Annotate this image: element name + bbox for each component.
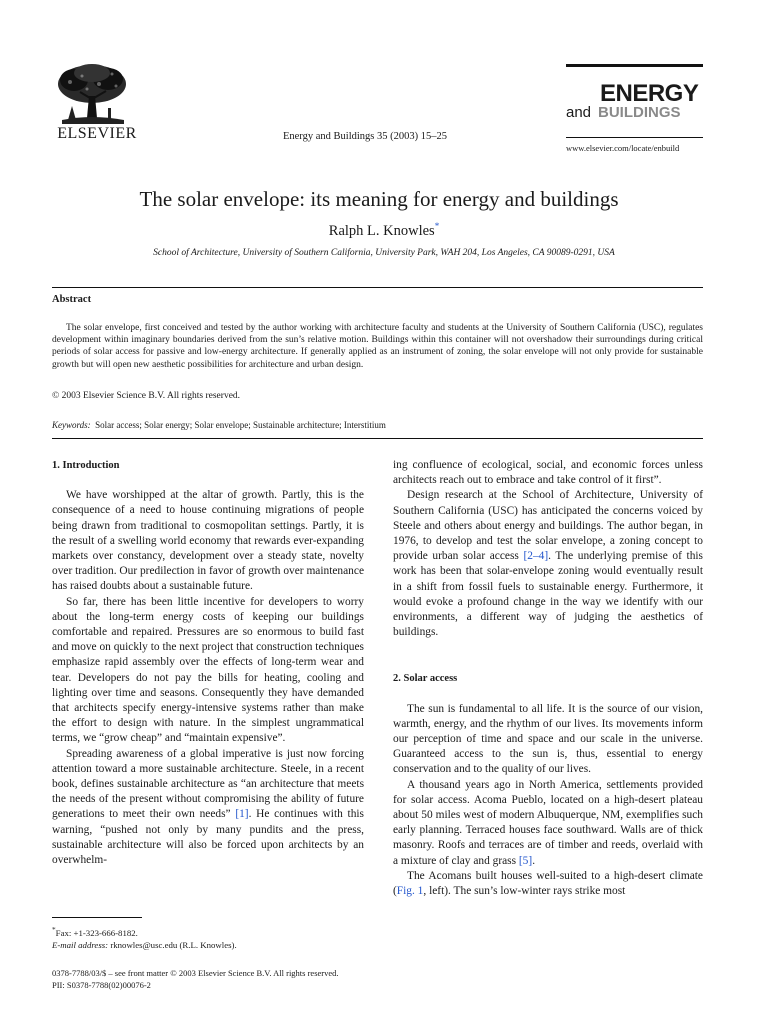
paragraph-text: The Acomans built houses well-suited to a high-desert climate ( (393, 869, 703, 898)
keywords (52, 420, 386, 430)
citation-link-2-4[interactable]: [2–4] (523, 550, 549, 563)
keywords-label: Keywords: (52, 420, 91, 430)
abstract-copyright: © 2003 Elsevier Science B.V. All rights reserved. (52, 391, 241, 401)
paragraph-intro-3-continued: ing confluence of ecological, social, and economic forces unless architects reach out to embrace and take control of it first”. (393, 459, 703, 487)
section-heading-solar-access: 2. Solar access (393, 673, 458, 685)
citation-link-1[interactable]: [1] (235, 808, 249, 821)
section-heading-introduction: 1. Introduction (52, 460, 120, 471)
journal-logo-top-rule (566, 64, 703, 67)
right-column (393, 458, 703, 899)
paragraph-text: Design research at the School of Architecture, University of Southern California (USC) has anticipated the concerns voiced by Steele and others about energy and buildings. The author began, in 1976, to develop and test the solar envelope, a zoning concept to provide urban solar access (393, 489, 703, 563)
paragraph-solar-3 (393, 869, 703, 899)
journal-citation: Energy and Buildings 35 (2003) 15–25 (282, 131, 447, 142)
abstract-text: The solar envelope, first conceived and tested by the author working with architecture faculty and students at the University of Southern California (USC), regulates development within imaginary boundaries derived from the sun’s relative motion. Buildings within this container will not overshadow their surroundings during critical periods of solar access for passive and low-energy architecture. If generally applied as an instrument of zoning, the solar envelope will not only provide for sustainable growth but will open new aesthetic possibilities for architecture and urban design. (52, 323, 703, 370)
footnote-divider (52, 917, 142, 918)
author-line (0, 221, 768, 240)
journal-logo-buildings: BUILDINGS (598, 104, 681, 121)
elsevier-tree-logo (52, 62, 132, 126)
keywords-list: Solar access; Solar energy; Solar envelope; Sustainable architecture; Interstitium (95, 420, 386, 430)
paragraph-intro-4 (393, 488, 703, 640)
paragraph-text: Spreading awareness of a global imperative is just now forcing attention toward a more sustainable architecture. Steele, in a recent book, defines sustainable architecture as “an architecture that meets the needs of the present without compromising the ability of future generations to meet their own needs” (52, 747, 364, 821)
footer-pii-line: PII: S0378-7788(02)00076-2 (52, 980, 151, 990)
journal-logo-energy: ENERGY (600, 80, 699, 107)
abstract-bottom-divider (52, 438, 703, 439)
paragraph-text: . (532, 854, 536, 867)
abstract-heading: Abstract (52, 294, 92, 305)
paragraph-solar-2 (393, 778, 703, 869)
paragraph-text: A thousand years ago in North America, settlements provided for solar access. Acoma Pueblo, located on a high-desert plateau about 50 miles west of modern Albuquerque, NM, exemplifies such early planning. Terraced houses face southward. Walls are of thick masonry. Roofs and terraces are of timber and reeds, overlaid with a mixture of clay and grass (393, 778, 703, 867)
paragraph-intro-2: So far, there has been little incentive for developers to worry about the long-term energy costs of keeping our buildings comfortable and repaired. Pressures are so enormous to build fast and move on quickly to the next project that construction techniques emphasize rapid assembly over the effects of long-term wear and tear. Developers do not pay the bills for heating, cooling and lighting over time and seasons. Consequently they have demanded that architects specify energy-intensive systems rather than make the effort to design with nature. In the simplest ungrammatical terms, we “grow cheap” and “maintain expensive”. (52, 595, 364, 745)
paragraph-text: , left). The sun’s low-winter rays strike most (423, 885, 626, 898)
footer-issn-line: 0378-7788/03/$ – see front matter © 2003 Elsevier Science B.V. All rights reserved. (52, 968, 339, 978)
paragraph-solar-1: The sun is fundamental to all life. It is the source of our vision, warmth, energy, and the rhythm of our lives. Its movements inform our perception of time and space and our scale in the universe. Guaranteed access to the sun is, thus, essential to energy conservation and to the quality of our lives. (393, 702, 703, 776)
figure-link-1[interactable]: Fig. 1 (396, 885, 424, 898)
page-footer (52, 967, 339, 991)
left-column (52, 458, 364, 868)
publisher-name: ELSEVIER (57, 125, 137, 142)
journal-url-link[interactable]: www.elsevier.com/locate/enbuild (566, 143, 680, 153)
footnote-fax: Fax: +1-323-666-8182. (55, 927, 138, 938)
author-affiliation: School of Architecture, University of Southern California, University Park, WAH 204, Los Angeles, CA 90089-0291, USA (153, 248, 615, 258)
citation-link-5[interactable]: [5] (518, 854, 533, 867)
paragraph-text: . The underlying premise of this work has been that solar-envelope zoning would eventually result in a shift from fossil fuels to sustainable energy. Furthermore, it would evoke a profound change in the way we identify with our environments, a different way of judging the aesthetics of buildings. (393, 550, 703, 639)
journal-logo-bottom-rule (566, 137, 703, 138)
footnote-email-link[interactable]: rknowles@usc.edu (R.L. Knowles). (110, 939, 237, 950)
paper-title: The solar envelope: its meaning for energy and buildings (139, 187, 619, 211)
paragraph-intro-3 (52, 747, 364, 869)
journal-logo-and: and (566, 104, 592, 121)
paragraph-text: . He continues with this warning, “pushed not only by many pundits and the press, sustainable architecture will also be forced upon architects by an overwhelm- (52, 808, 364, 867)
footnote-email-label: E-mail address: (52, 939, 109, 950)
author-name: Ralph L. Knowles (328, 222, 435, 239)
paragraph-intro-1: We have worshipped at the altar of growth. Partly, this is the consequence of a need to house continuing migrations of people being drawn from traditional to cosmopolitan settings. Partly, it is the result of a swelling world economy that rewards ever-expanding markets over constancy, development over a steady state, novelty over tradition. Our predilection in favor of growth over maintenance has raised doubts about a sustainable future. (52, 489, 364, 593)
author-footnote-marker[interactable]: * (434, 221, 440, 231)
abstract-top-divider (52, 287, 703, 288)
author-footnote: *Fax: +1-323-666-8182. E-mail address: rknowles@usc.edu (R.L. Knowles). (52, 925, 237, 950)
